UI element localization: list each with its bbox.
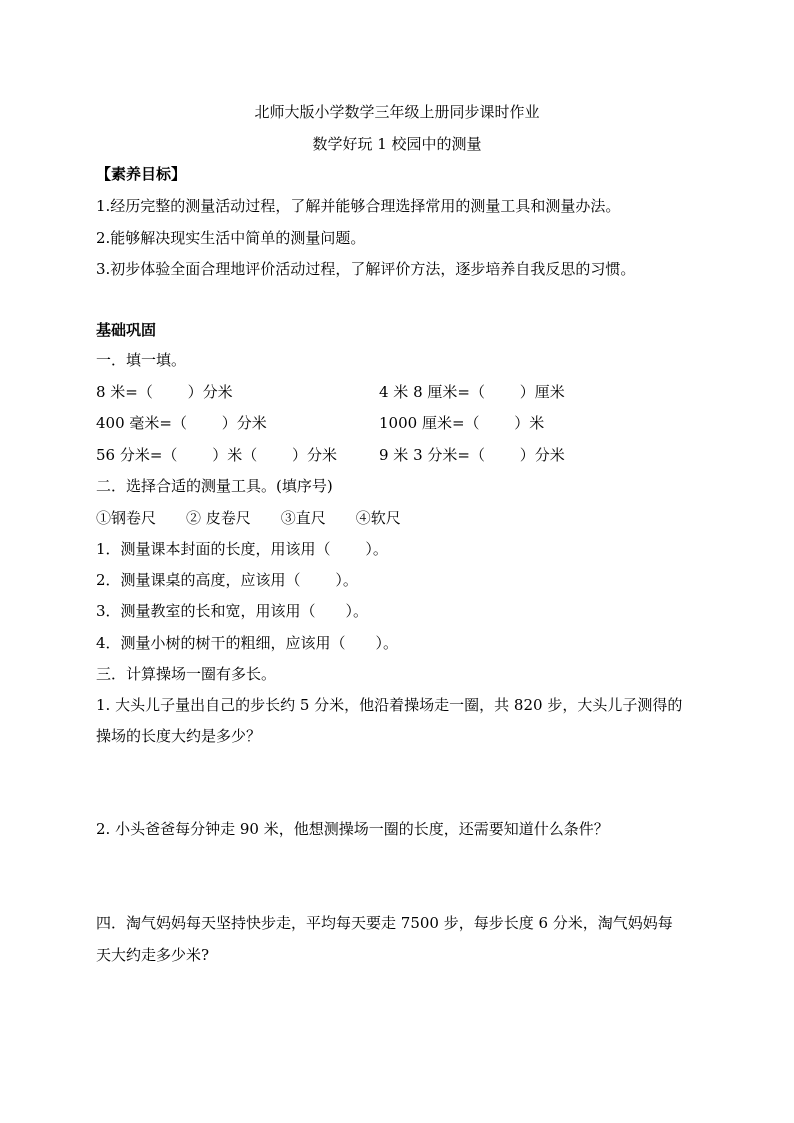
q1-item-right: 4 米 8 厘米=（ ）厘米 bbox=[379, 383, 565, 401]
q4-line-1: 四．淘气妈妈每天坚持快步走，平均每天要走 7500 步，每步长度 6 分米，淘气妈妈每 bbox=[96, 914, 673, 932]
q3-problem-1-line-2: 操场的长度大约是多少？ bbox=[96, 727, 262, 745]
q3-title: 三．计算操场一圈有多长。 bbox=[96, 665, 277, 683]
q1-item-right: 9 米 3 分米=（ ）分米 bbox=[379, 446, 565, 464]
q1-title: 一．填一填。 bbox=[96, 351, 187, 369]
page-subtitle: 数学好玩 1 校园中的测量 bbox=[312, 135, 482, 153]
q2-item-2: 2．测量课桌的高度，应该用（ ）。 bbox=[96, 571, 358, 589]
q1-item-right: 1000 厘米=（ ）米 bbox=[379, 414, 545, 432]
page-title: 北师大版小学数学三年级上册同步课时作业 bbox=[254, 103, 540, 121]
q1-item-left: 400 毫米=（ ）分米 bbox=[96, 414, 267, 432]
goal-item-3: 3.初步体验全面合理地评价活动过程，了解评价方法，逐步培养自我反思的习惯。 bbox=[96, 260, 636, 278]
basics-heading: 基础巩固 bbox=[96, 321, 157, 339]
q2-options: ①钢卷尺 ② 皮卷尺 ③直尺 ④软尺 bbox=[96, 509, 401, 527]
q1-item-left: 56 分米=（ ）米（ ）分米 bbox=[96, 446, 337, 464]
goal-item-1: 1.经历完整的测量活动过程，了解并能够合理选择常用的测量工具和测量办法。 bbox=[96, 197, 621, 215]
q2-item-1: 1．测量课本封面的长度，用该用（ ）。 bbox=[96, 540, 388, 558]
goal-item-2: 2.能够解决现实生活中简单的测量问题。 bbox=[96, 229, 366, 247]
q2-title: 二．选择合适的测量工具。(填序号) bbox=[96, 477, 333, 495]
q1-item-left: 8 米=（ ）分米 bbox=[96, 383, 233, 401]
goals-heading: 【素养目标】 bbox=[96, 165, 187, 183]
q3-problem-2: 2. 小头爸爸每分钟走 90 米，他想测操场一圈的长度，还需要知道什么条件？ bbox=[96, 820, 609, 838]
q2-item-4: 4．测量小树的树干的粗细，应该用（ ）。 bbox=[96, 634, 399, 652]
q3-problem-1-line-1: 1. 大头儿子量出自己的步长约 5 分米，他沿着操场走一圈，共 820 步，大头儿子测得的 bbox=[96, 696, 683, 714]
q2-item-3: 3．测量教室的长和宽，用该用（ ）。 bbox=[96, 602, 369, 620]
q4-line-2: 天大约走多少米? bbox=[96, 946, 210, 964]
